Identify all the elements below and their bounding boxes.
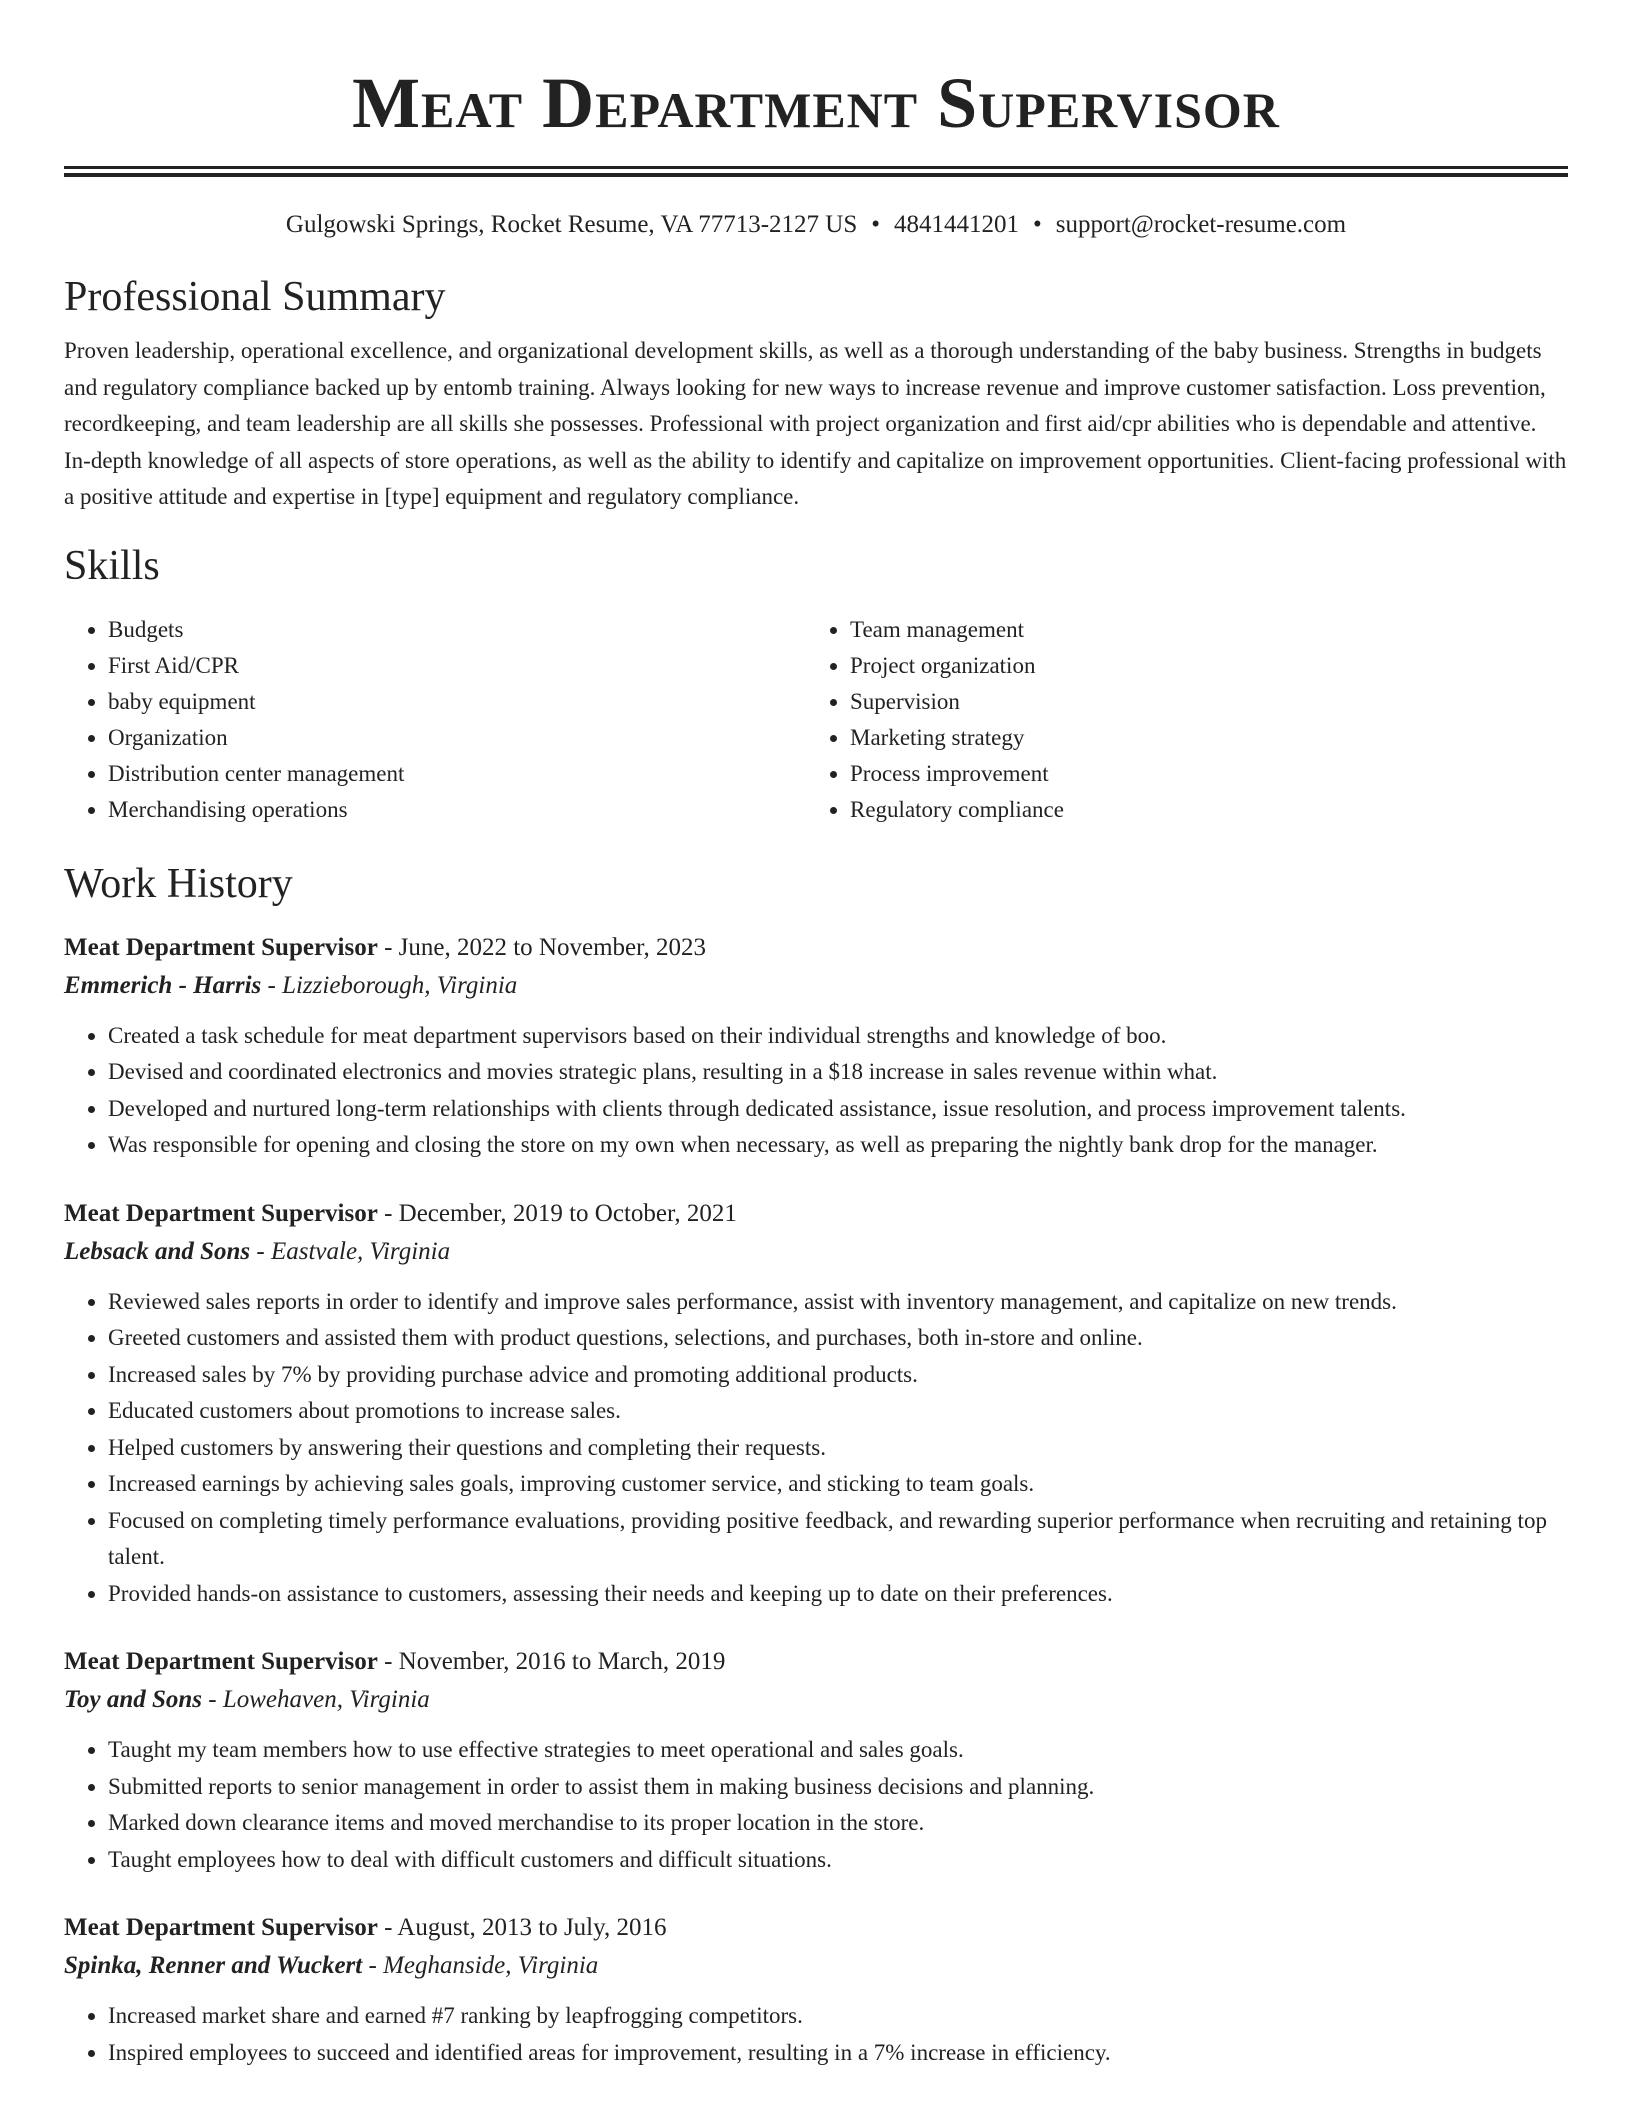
skill-item: • Marketing strategy [850, 720, 1548, 756]
skills-section [64, 540, 1568, 828]
skills-columns [64, 612, 1568, 828]
contact-separator: • [1033, 211, 1042, 238]
skill-item: • Regulatory compliance [850, 792, 1548, 828]
skill-item: • Distribution center management [108, 756, 806, 792]
job-bullet: • Devised and coordinated electronics and movies strategic plans, resulting in a $18 increase in sales revenue within what. [108, 1054, 1568, 1091]
job-title: Meat Department Supervisor [64, 1648, 378, 1675]
work-history-heading: Work History [64, 860, 293, 907]
skill-item: • Team management [850, 612, 1548, 648]
skills-heading: Skills [64, 542, 160, 589]
job-bullets [64, 1732, 1568, 1878]
skill-item: • Merchandising operations [108, 792, 806, 828]
job-entry [64, 930, 1568, 1164]
job-title-line: Meat Department Supervisor - December, 2019 to October, 2021 [64, 1199, 737, 1227]
job-bullet: • Focused on completing timely performance evaluations, providing positive feedback, and rewarding superior performance when recruiting and retaining top talent. [108, 1503, 1568, 1576]
skill-item: • Budgets [108, 612, 806, 648]
job-bullet: • Provided hands-on assistance to customers, assessing their needs and keeping up to date on their preferences. [108, 1576, 1568, 1613]
job-bullet: • Taught employees how to deal with difficult customers and difficult situations. [108, 1842, 1568, 1879]
job-bullet: • Greeted customers and assisted them with product questions, selections, and purchases, both in-store and online. [108, 1320, 1568, 1357]
job-bullet: • Submitted reports to senior management in order to assist them in making business decisions and planning. [108, 1769, 1568, 1806]
employer-line: Spinka, Renner and Wuckert - Meghanside, Virginia [64, 1952, 599, 1979]
job-bullets [64, 1284, 1568, 1613]
skill-item: • Project organization [850, 648, 1548, 684]
job-title: Meat Department Supervisor [64, 933, 378, 961]
employer-name: Emmerich - Harris [64, 971, 262, 999]
job-bullets [64, 1998, 1568, 2071]
job-bullets [64, 1018, 1568, 1164]
resume-title: Meat Department Supervisor [352, 63, 1280, 143]
job-title: Meat Department Supervisor [64, 1914, 378, 1941]
employer-name: Spinka, Renner and Wuckert [64, 1952, 363, 1979]
job-title-line: Meat Department Supervisor - June, 2022 to November, 2023 [64, 933, 706, 961]
job-bullet: • Inspired employees to succeed and identified areas for improvement, resulting in a 7% increase in efficiency. [108, 2035, 1568, 2072]
employer-line: Emmerich - Harris - Lizzieborough, Virginia [64, 971, 518, 999]
title-divider [64, 166, 1568, 177]
job-dates: December, 2019 to October, 2021 [398, 1199, 737, 1227]
employer-location: Lizzieborough, Virginia [282, 971, 518, 999]
job-bullet: • Marked down clearance items and moved merchandise to its proper location in the store. [108, 1805, 1568, 1842]
summary-section [64, 271, 1568, 516]
job-entry [64, 1196, 1568, 1613]
job-bullet: • Increased market share and earned #7 ranking by leapfrogging competitors. [108, 1998, 1568, 2035]
contact-address: Gulgowski Springs, Rocket Resume, VA 77713-2127 US [285, 211, 858, 238]
work-history-section [64, 858, 1568, 2072]
job-bullet: • Helped customers by answering their questions and completing their requests. [108, 1430, 1568, 1467]
job-title: Meat Department Supervisor [64, 1199, 378, 1227]
skills-list-left [64, 612, 806, 828]
summary-heading: Professional Summary [64, 274, 446, 320]
job-title-line: Meat Department Supervisor - November, 2016 to March, 2019 [64, 1648, 726, 1675]
employer-name: Toy and Sons [64, 1686, 203, 1713]
job-dates: August, 2013 to July, 2016 [397, 1914, 667, 1941]
job-bullet: • Developed and nurtured long-term relationships with clients through dedicated assistance, issue resolution, and process improvement talents. [108, 1091, 1568, 1128]
job-entry [64, 1644, 1568, 1878]
skill-item: • First Aid/CPR [108, 648, 806, 684]
job-dates: June, 2022 to November, 2023 [398, 933, 706, 961]
employer-location: Eastvale, Virginia [270, 1237, 451, 1265]
job-bullet: • Educated customers about promotions to increase sales. [108, 1393, 1568, 1430]
job-entry [64, 1910, 1568, 2071]
employer-line: Lebsack and Sons - Eastvale, Virginia [64, 1237, 451, 1265]
job-bullet: • Taught my team members how to use effective strategies to meet operational and sales goals. [108, 1732, 1568, 1769]
contact-phone: 4841441201 [894, 211, 1020, 238]
skills-list-right [806, 612, 1548, 828]
resume-page [64, 0, 1568, 2071]
job-bullet: • Increased sales by 7% by providing purchase advice and promoting additional products. [108, 1357, 1568, 1394]
employer-line: Toy and Sons - Lowehaven, Virginia [64, 1686, 430, 1713]
skill-item: • Process improvement [850, 756, 1548, 792]
job-bullet: • Increased earnings by achieving sales goals, improving customer service, and sticking to team goals. [108, 1466, 1568, 1503]
job-bullet: • Was responsible for opening and closing the store on my own when necessary, as well as preparing the nightly bank drop for the manager. [108, 1127, 1568, 1164]
job-bullet: • Created a task schedule for meat department supervisors based on their individual strengths and knowledge of boo. [108, 1018, 1568, 1055]
job-bullet: • Reviewed sales reports in order to identify and improve sales performance, assist with inventory management, and capitalize on new trends. [108, 1284, 1568, 1321]
summary-text: Proven leadership, operational excellence, and organizational development skills, as well as a thorough understanding of the baby business. Strengths in budgets and regulatory compliance backed up by entomb training. Always looking for new ways to increase revenue and improve customer satisfaction. Loss prevention, recordkeeping, and team leadership are all skills she possesses. Professional with project organization and first aid/cpr abilities who is dependable and attentive. In-depth knowledge of all aspects of store operations, as well as the ability to identify and capitalize on improvement opportunities. Client-facing professional with a positive attitude and expertise in [type] equipment and regulatory compliance. [64, 338, 1567, 509]
contact-separator: • [871, 211, 881, 238]
skill-item: • Supervision [850, 684, 1548, 720]
job-dates: November, 2016 to March, 2019 [398, 1648, 726, 1675]
skill-item: • Organization [108, 720, 806, 756]
employer-name: Lebsack and Sons [64, 1237, 251, 1265]
employer-location: Lowehaven, Virginia [222, 1686, 430, 1713]
contact-line [64, 209, 1568, 241]
contact-email: support@rocket-resume.com [1055, 211, 1347, 238]
job-title-line: Meat Department Supervisor - August, 2013 to July, 2016 [64, 1914, 667, 1941]
skill-item: • baby equipment [108, 684, 806, 720]
employer-location: Meghanside, Virginia [383, 1952, 599, 1979]
